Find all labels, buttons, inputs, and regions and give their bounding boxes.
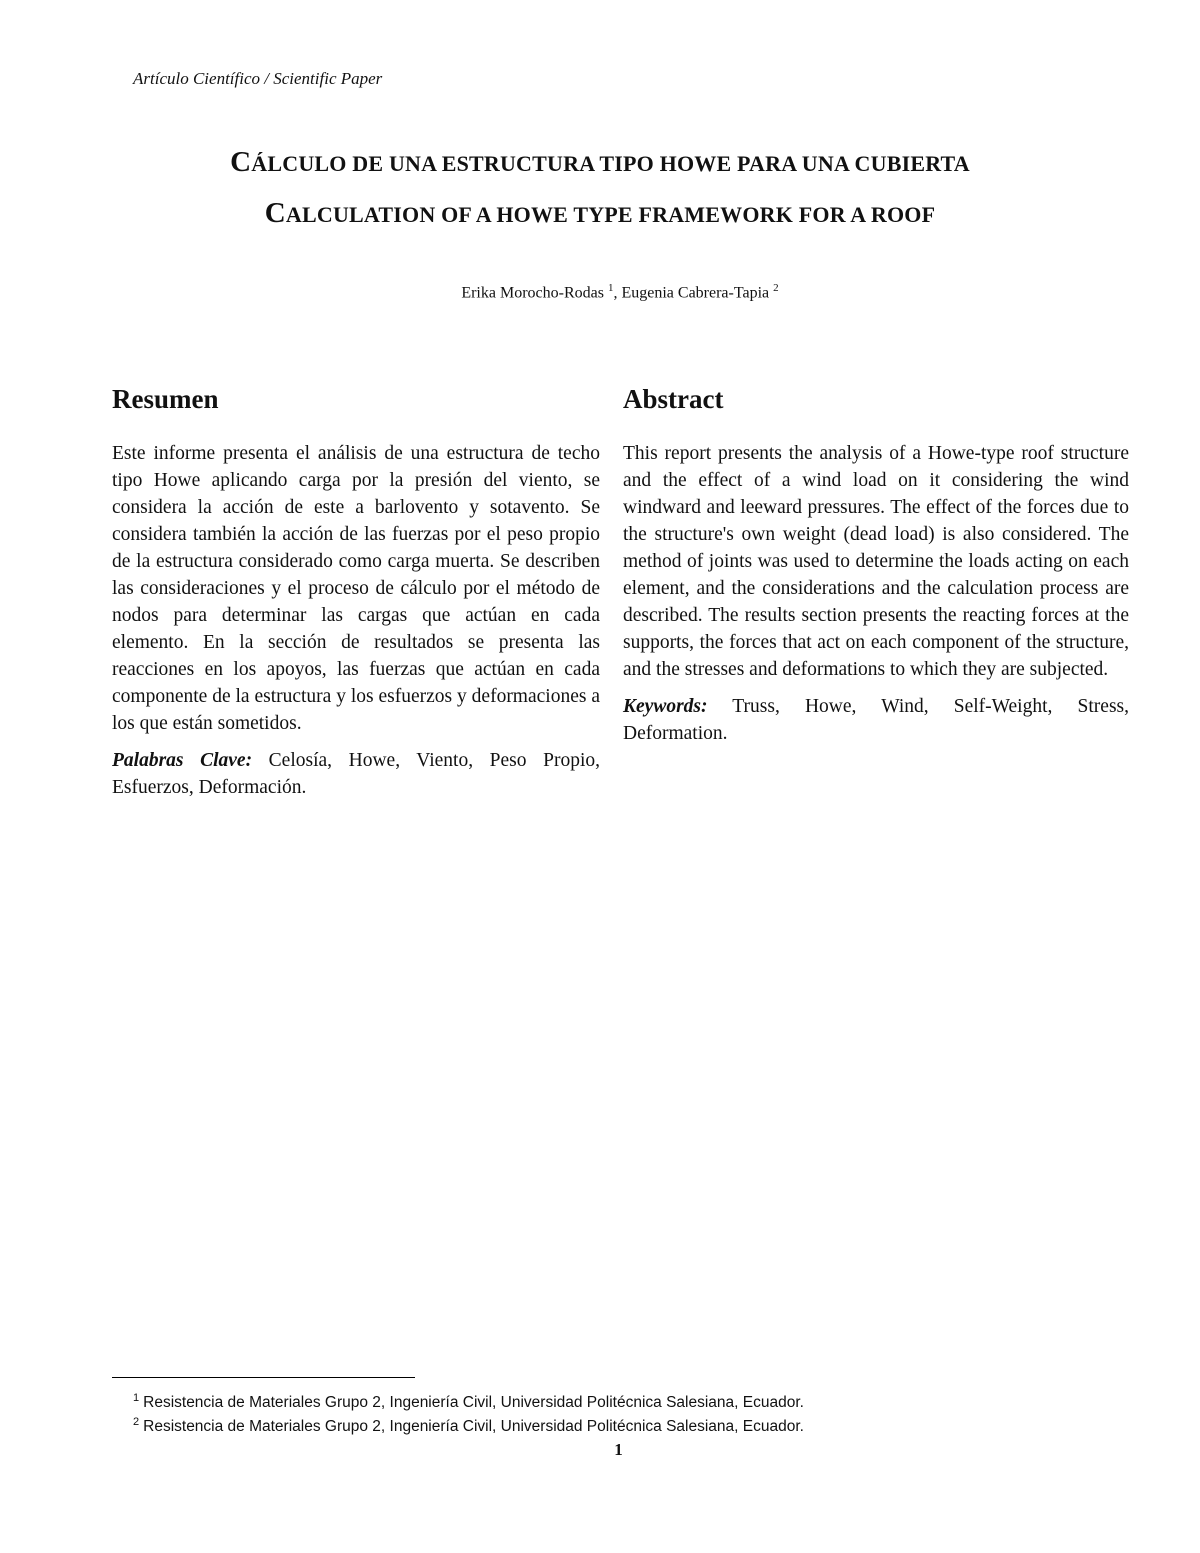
footnote-divider bbox=[112, 1377, 415, 1378]
title-spanish-initial: C bbox=[230, 146, 252, 178]
footnote-2-text: Resistencia de Materiales Grupo 2, Ingeniería Civil, Universidad Politécnica Salesiana, Ecuador. bbox=[143, 1418, 804, 1436]
abstract-heading: Abstract bbox=[623, 384, 724, 414]
resumen-keywords bbox=[112, 747, 600, 801]
author-line bbox=[0, 282, 1200, 302]
title-english-rest: ALCULATION OF A HOWE TYPE FRAMEWORK FOR A ROOF bbox=[285, 202, 936, 227]
author-1-affiliation-mark: 1 bbox=[607, 282, 614, 294]
title-english-initial: C bbox=[264, 197, 286, 229]
resumen-column bbox=[112, 384, 600, 821]
footnote-1-text: Resistencia de Materiales Grupo 2, Ingeniería Civil, Universidad Politécnica Salesiana, Ecuador. bbox=[143, 1394, 804, 1412]
resumen-keywords-label: Palabras Clave: bbox=[112, 750, 253, 771]
footnote-1-mark: 1 bbox=[133, 1392, 140, 1404]
author-separator: , bbox=[613, 284, 622, 302]
title-spanish bbox=[0, 146, 1200, 179]
title-english bbox=[0, 197, 1200, 230]
abstract-keywords-list: Truss, Howe, Wind, Self-Weight, Stress, Deformation. bbox=[623, 696, 1129, 744]
abstract-keywords bbox=[623, 693, 1129, 747]
abstract-body: This report presents the analysis of a Howe-type roof structure and the effect of a wind load on it considering the wind windward and leeward pressures. The effect of the forces due to the structure's own weight (dead load) is also considered. The method of joints was used to determine the loads acting on each element, and the considerations and the calculation process are described. The results section presents the reacting forces at the supports, the forces that act on each component of the structure, and the stresses and deformations to which they are subjected. bbox=[623, 443, 1129, 680]
abstract-keywords-label: Keywords: bbox=[623, 696, 708, 717]
author-1: Erika Morocho-Rodas bbox=[461, 284, 604, 302]
author-2: Eugenia Cabrera-Tapia bbox=[621, 284, 770, 302]
footnote-2-mark: 2 bbox=[133, 1416, 140, 1428]
resumen-heading: Resumen bbox=[112, 384, 219, 414]
page-number: 1 bbox=[614, 1440, 623, 1459]
resumen-body: Este informe presenta el análisis de una estructura de techo tipo Howe aplicando carga por la presión del viento, se considera la acción de este a barlovento y sotavento. Se considera también la acción de las fuerzas por el peso propio de la estructura considerado como carga muerta. Se describen las consideraciones y el proceso de cálculo por el método de nodos para determinar las cargas que actúan en cada elemento. En la sección de resultados se presenta las reacciones en los apoyos, las fuerzas que actúan en cada componente de la estructura y los esfuerzos y deformaciones a los que están sometidos. bbox=[112, 443, 600, 734]
author-2-affiliation-mark: 2 bbox=[773, 282, 779, 294]
resumen-keywords-list: Celosía, Howe, Viento, Peso Propio, Esfuerzos, Deformación. bbox=[112, 750, 600, 798]
title-spanish-rest: ÁLCULO DE UNA ESTRUCTURA TIPO HOWE PARA UNA CUBIERTA bbox=[251, 151, 970, 176]
footnote-2 bbox=[133, 1416, 804, 1436]
footnote-1 bbox=[133, 1392, 804, 1412]
running-header: Artículo Científico / Scientific Paper bbox=[133, 69, 383, 88]
abstract-column bbox=[623, 384, 1129, 767]
